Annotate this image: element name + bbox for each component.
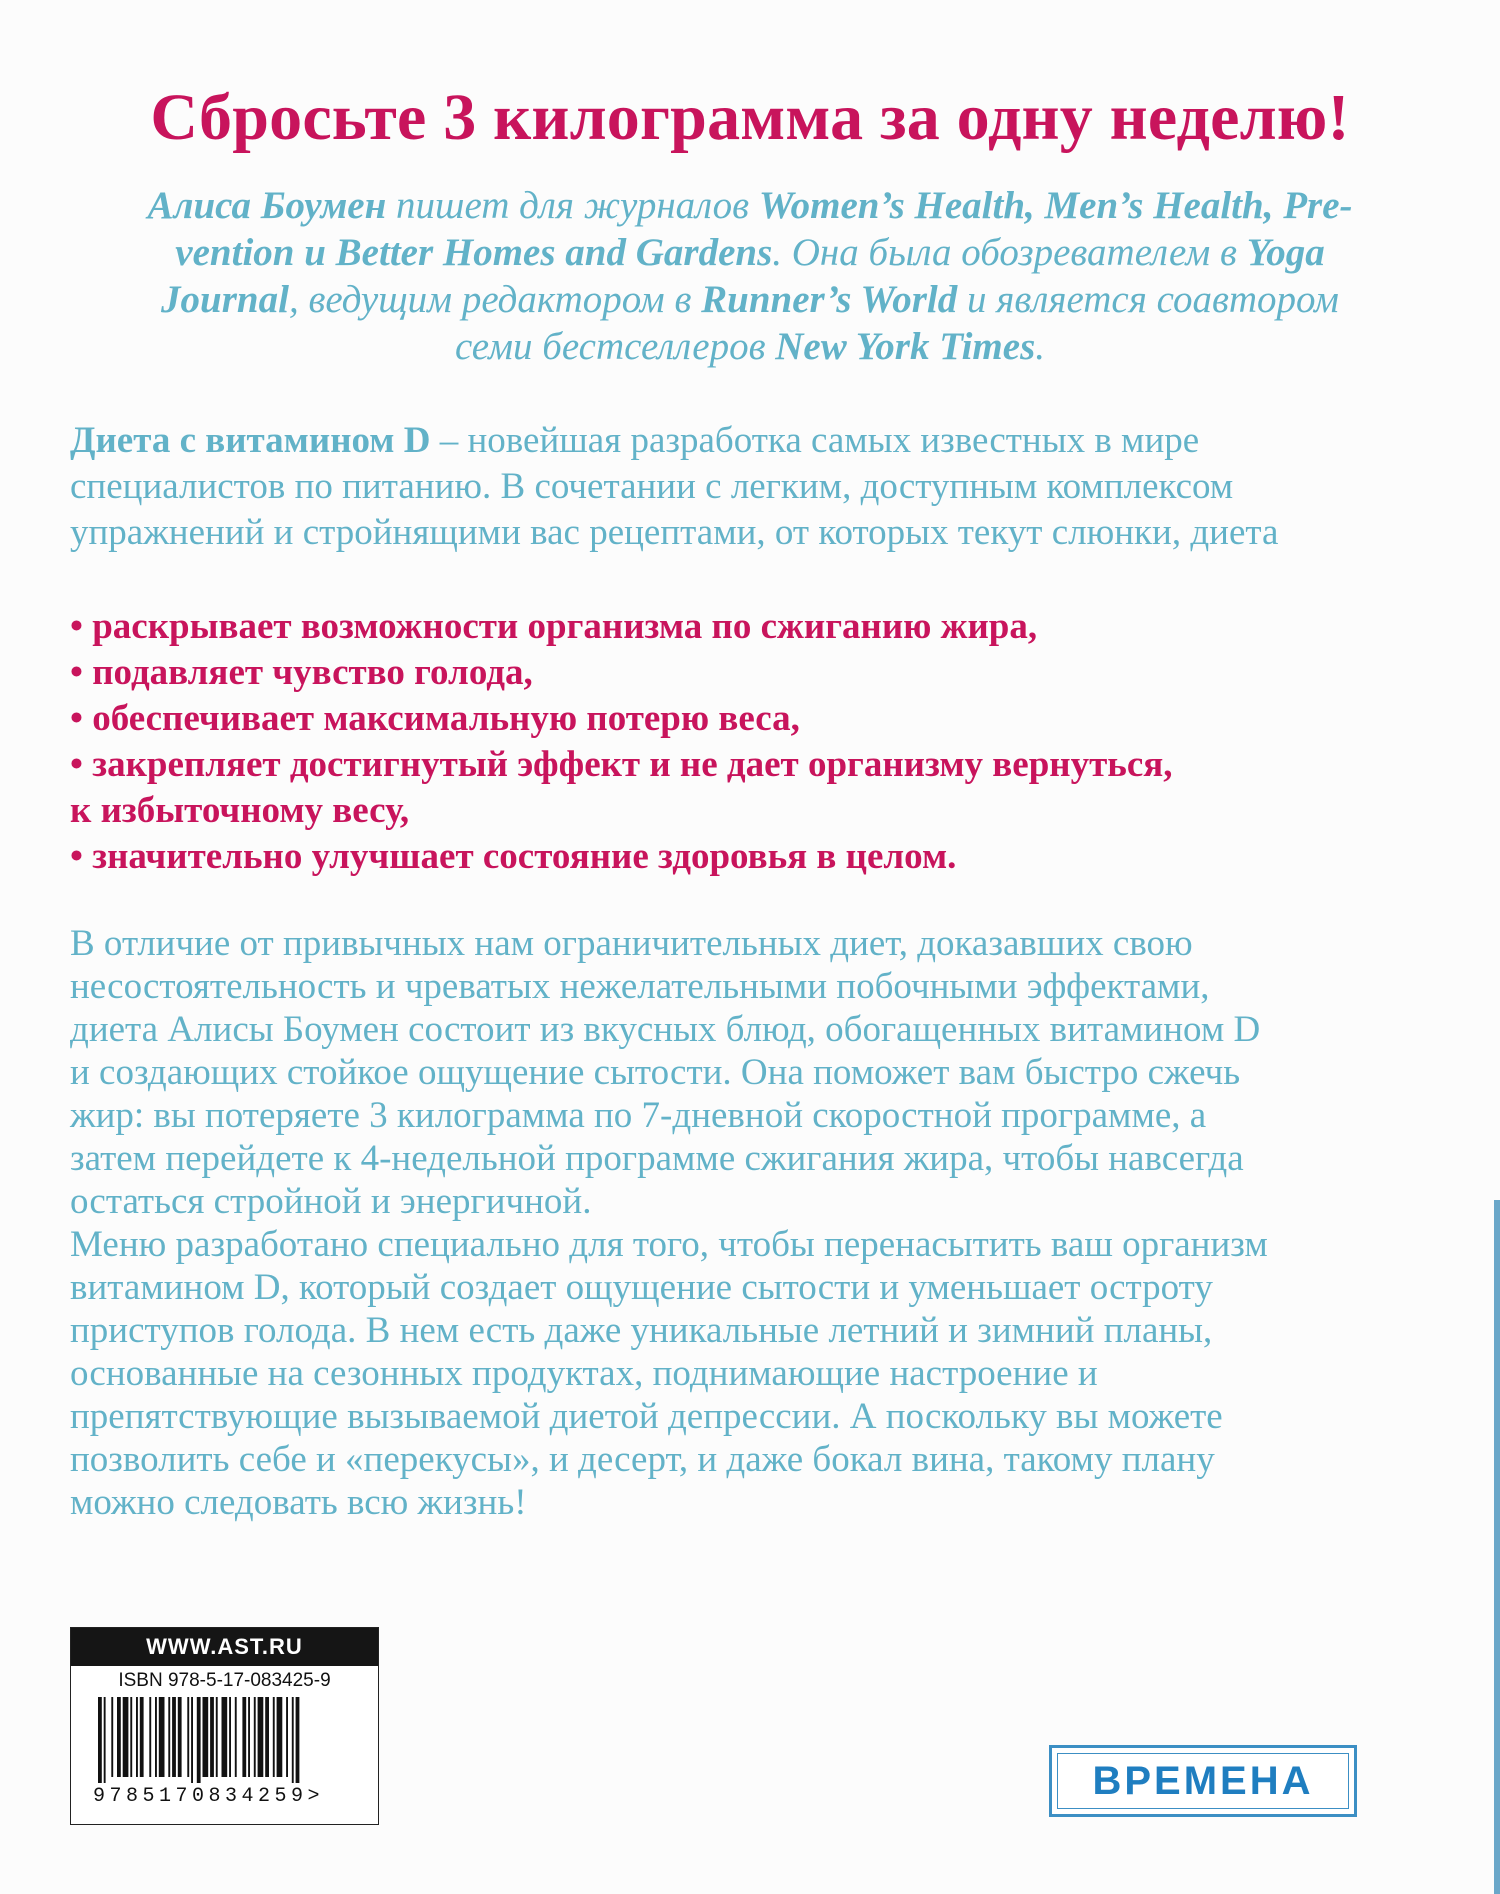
bio-text: , ведущим редактором в [288,278,702,321]
body-line: и создающих стойкое ощущение сытости. Она поможет вам быстро сжечь [70,1052,1241,1093]
publisher-logo [1049,1745,1357,1817]
body-line: В отличие от привычных нам ограничительных диет, доказавших свою [70,923,1193,964]
diet-name: Диета с витамином D [70,420,431,461]
description-paragraphs [70,922,1470,1524]
benefit-item: • закрепляет достигнутый эффект и не дает организму вернуться, [70,744,1173,785]
body-line: основанные на сезонных продуктах, поднимающие настроение и [70,1353,1098,1394]
body-line: несостоятельность и чреватых нежелательными побочными эффектами, [70,966,1210,1007]
body-line: препятствующие вызываемой диетой депрессии. А поскольку вы можете [70,1396,1223,1437]
benefit-item: • раскрывает возможности организма по сжиганию жира, [70,606,1038,647]
body-line: затем перейдете к 4-недельной программе сжигания жира, чтобы навсегда [70,1138,1244,1179]
website-label: WWW.AST.RU [71,1628,378,1666]
benefits-list [70,604,1470,880]
publisher-name: ВРЕМЕНА [1057,1753,1349,1809]
spine-edge [1494,1200,1500,1894]
author-bio-line-3 [60,276,1440,323]
body-line: можно следовать всю жизнь! [70,1482,527,1523]
headline: Сбросьте 3 килограмма за одну неделю! [150,81,1350,154]
benefit-item-continued: к избыточному весу, [70,790,410,831]
magazine-name: Journal [161,278,289,321]
body-line: жир: вы потеряете 3 килограмма по 7-дневной скоростной программе, а [70,1095,1207,1136]
newspaper-name: New York Times [775,325,1036,368]
magazine-names: Women’s Health, Men’s Health, Pre- [758,184,1353,227]
body-line: витамином D, который создает ощущение сытости и уменьшает остроту [70,1267,1213,1308]
body-line: Меню разработано специально для того, чтобы перенасытить ваш организм [70,1224,1268,1265]
intro-text: – новейшая разработка самых известных в мире [430,420,1200,461]
bio-text: семи бестселлеров [454,325,776,368]
magazine-name: Yoga [1246,231,1325,274]
intro-paragraph [70,418,1440,556]
body-line: приступов голода. В нем есть даже уникальные летний и зимний планы, [70,1310,1213,1351]
author-name: Алиса Боумен [147,184,387,227]
bio-text: пишет для журналов [386,184,759,227]
magazine-name: Runner’s World [701,278,958,321]
author-bio-line-4 [60,323,1440,370]
barcode-icon [90,1697,360,1783]
author-bio-line-2 [60,229,1440,276]
body-line: диета Алисы Боумен состоит из вкусных блюд, обогащенных витамином D [70,1009,1261,1050]
author-bio [60,182,1440,370]
bio-text: . [1035,325,1045,368]
barcode-block [70,1627,379,1825]
body-line: позволить себе и «перекусы», и десерт, и даже бокал вина, такому плану [70,1439,1215,1480]
intro-line-3: упражнений и стройнящими вас рецептами, от которых текут слюнки, диета [70,512,1279,553]
author-bio-line-1 [60,182,1440,229]
bio-text: и является соавтором [957,278,1339,321]
benefit-item: • значительно улучшает состояние здоровья в целом. [70,836,957,877]
isbn-label: ISBN 978-5-17-083425-9 [118,1670,331,1691]
benefit-item: • подавляет чувство голода, [70,652,533,693]
barcode-digits: 9785170834259> [93,1785,325,1808]
intro-line-2: специалистов по питанию. В сочетании с легким, доступным комплексом [70,466,1234,507]
body-line: остаться стройной и энергичной. [70,1181,592,1222]
magazine-names: vention и Better Homes and Gardens [175,231,773,274]
benefit-item: • обеспечивает максимальную потерю веса, [70,698,800,739]
bio-text: . Она была обозревателем в [772,231,1247,274]
intro-line-1 [70,418,1440,464]
